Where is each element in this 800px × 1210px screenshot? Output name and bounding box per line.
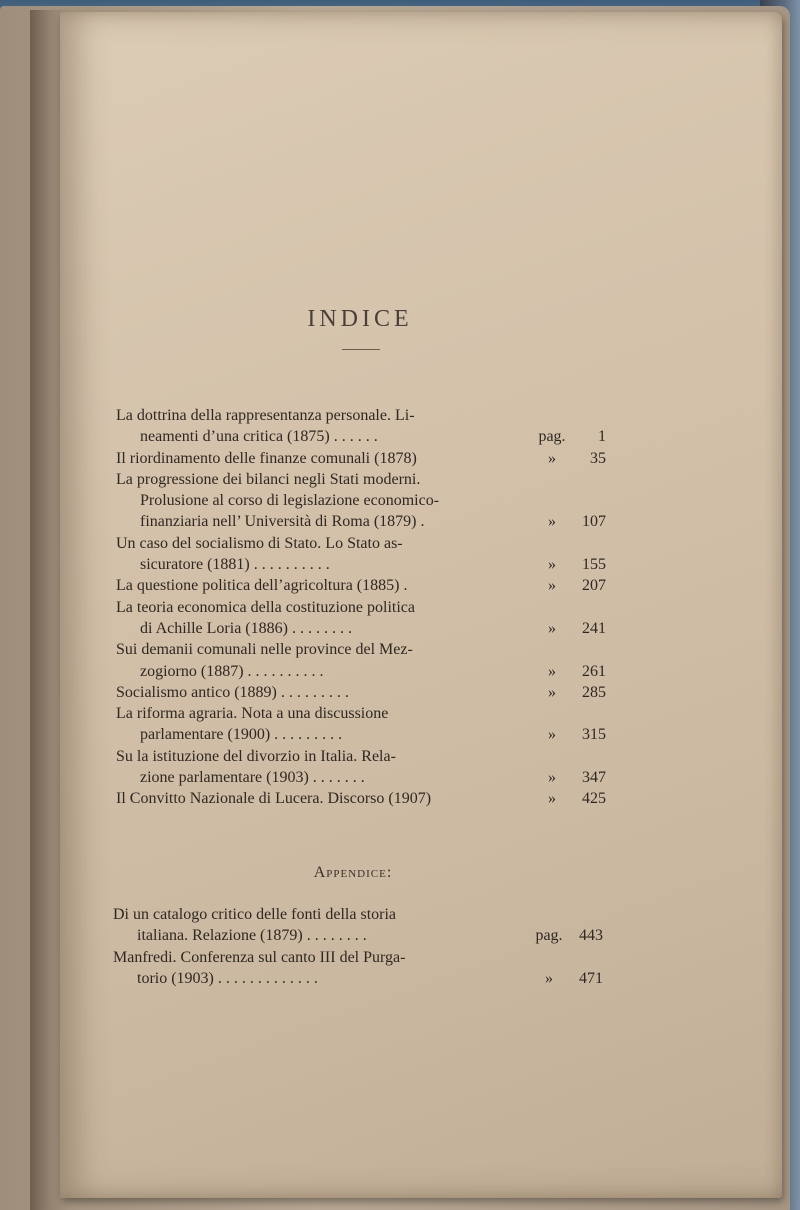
entry-text: italiana. Relazione (1879) . . . . . . . . xyxy=(137,927,367,945)
toc-line xyxy=(113,904,613,925)
entry-text: Di un catalogo critico delle fonti della storia xyxy=(113,906,397,923)
toc-line xyxy=(116,703,616,724)
appendix-section xyxy=(113,864,613,989)
entry-text: parlamentare (1900) . . . . . . . . . xyxy=(140,726,343,744)
page-marker: » xyxy=(548,769,556,787)
page-marker: » xyxy=(548,683,556,701)
toc-line xyxy=(116,533,616,554)
entry-text: La questione politica dell’agricoltura (1885) . xyxy=(116,577,408,595)
page-number: 241 xyxy=(582,619,606,637)
toc-line xyxy=(116,426,616,447)
toc-line xyxy=(116,639,616,660)
page-number: 155 xyxy=(582,556,606,574)
entry-text: torio (1903) . . . . . . . . . . . . . xyxy=(137,969,318,987)
entry-text: zione parlamentare (1903) . . . . . . . xyxy=(140,769,365,787)
toc-line xyxy=(116,788,616,809)
toc-line xyxy=(113,947,613,968)
entry-text: Un caso del socialismo di Stato. Lo Stato as- xyxy=(116,534,403,552)
page-number: 443 xyxy=(579,927,603,945)
entry-text: finanziaria nell’ Università di Roma (1879) . xyxy=(140,513,425,531)
toc-entry xyxy=(116,448,616,469)
page-number: 207 xyxy=(582,577,606,595)
entry-text: Su la istituzione del divorzio in Italia. Rela- xyxy=(116,747,396,765)
entry-text: di Achille Loria (1886) . . . . . . . . xyxy=(140,619,352,637)
entry-text: Manfredi. Conferenza sul canto III del Purga- xyxy=(113,948,406,966)
entry-text: Il Convitto Nazionale di Lucera. Discorso (1907) xyxy=(116,790,432,808)
page-marker: » xyxy=(548,790,556,808)
page-number: 471 xyxy=(579,969,603,987)
page-number: 347 xyxy=(582,769,606,787)
page-marker: pag. xyxy=(535,927,563,945)
toc-line xyxy=(116,682,616,703)
entry-text: sicuratore (1881) . . . . . . . . . . xyxy=(140,556,330,574)
toc-line xyxy=(116,767,616,788)
page-number: 107 xyxy=(582,513,606,531)
entry-text: Il riordinamento delle finanze comunali (1878) xyxy=(116,449,417,467)
table-of-contents xyxy=(116,405,616,810)
page-marker: » xyxy=(545,969,553,987)
toc-entry xyxy=(116,405,616,448)
page-title: INDICE xyxy=(307,306,413,332)
toc-line xyxy=(116,469,616,490)
toc-entry xyxy=(116,575,616,596)
toc-line xyxy=(116,597,616,618)
toc-entry xyxy=(113,904,613,947)
entry-text: zogiorno (1887) . . . . . . . . . . xyxy=(140,662,324,680)
toc-entry xyxy=(116,682,616,703)
page-marker: » xyxy=(548,726,556,744)
toc-line xyxy=(113,925,613,946)
toc-entry xyxy=(116,469,616,533)
toc-line xyxy=(116,618,616,639)
toc-line xyxy=(116,746,616,767)
appendix-title: Appendice: xyxy=(313,864,393,881)
toc-entry xyxy=(116,533,616,576)
page-marker: » xyxy=(548,577,556,595)
entry-text: La teoria economica della costituzione politica xyxy=(116,598,415,616)
page-number: 261 xyxy=(582,662,606,680)
toc-entry xyxy=(116,703,616,746)
toc-line xyxy=(116,575,616,596)
page-marker: » xyxy=(548,619,556,637)
toc-line xyxy=(113,968,613,989)
toc-entry xyxy=(116,746,616,789)
entry-text: La riforma agraria. Nota a una discussione xyxy=(116,705,389,723)
entry-text: La progressione dei bilanci negli Stati moderni. xyxy=(116,470,421,488)
toc-line xyxy=(116,661,616,682)
page-number: 315 xyxy=(582,726,606,744)
toc-line xyxy=(116,511,616,532)
toc-entry xyxy=(113,947,613,990)
entry-text: Prolusione al corso di legislazione economico- xyxy=(140,492,440,510)
title-rule xyxy=(342,349,380,350)
page-number: 1 xyxy=(598,428,606,446)
toc-line xyxy=(116,554,616,575)
toc-line xyxy=(116,405,616,426)
toc-entry xyxy=(116,639,616,682)
page-marker: pag. xyxy=(538,428,566,446)
toc-entry xyxy=(116,788,616,809)
toc-entry xyxy=(116,597,616,640)
page-marker: » xyxy=(548,513,556,531)
toc-line xyxy=(116,490,616,511)
page-number: 285 xyxy=(582,683,606,701)
entry-text: neamenti d’una critica (1875) . . . . . . xyxy=(140,428,378,446)
toc-line xyxy=(116,448,616,469)
toc-line xyxy=(116,724,616,745)
page-marker: » xyxy=(548,662,556,680)
page-marker: » xyxy=(548,556,556,574)
page-marker: » xyxy=(548,449,556,467)
appendix-list xyxy=(113,904,613,989)
entry-text: Sui demanii comunali nelle province del Mez- xyxy=(116,641,413,659)
entry-text: La dottrina della rappresentanza personale. Li- xyxy=(116,407,415,424)
page-number: 35 xyxy=(590,449,606,467)
page-number: 425 xyxy=(582,790,606,808)
entry-text: Socialismo antico (1889) . . . . . . . . . xyxy=(116,683,349,701)
